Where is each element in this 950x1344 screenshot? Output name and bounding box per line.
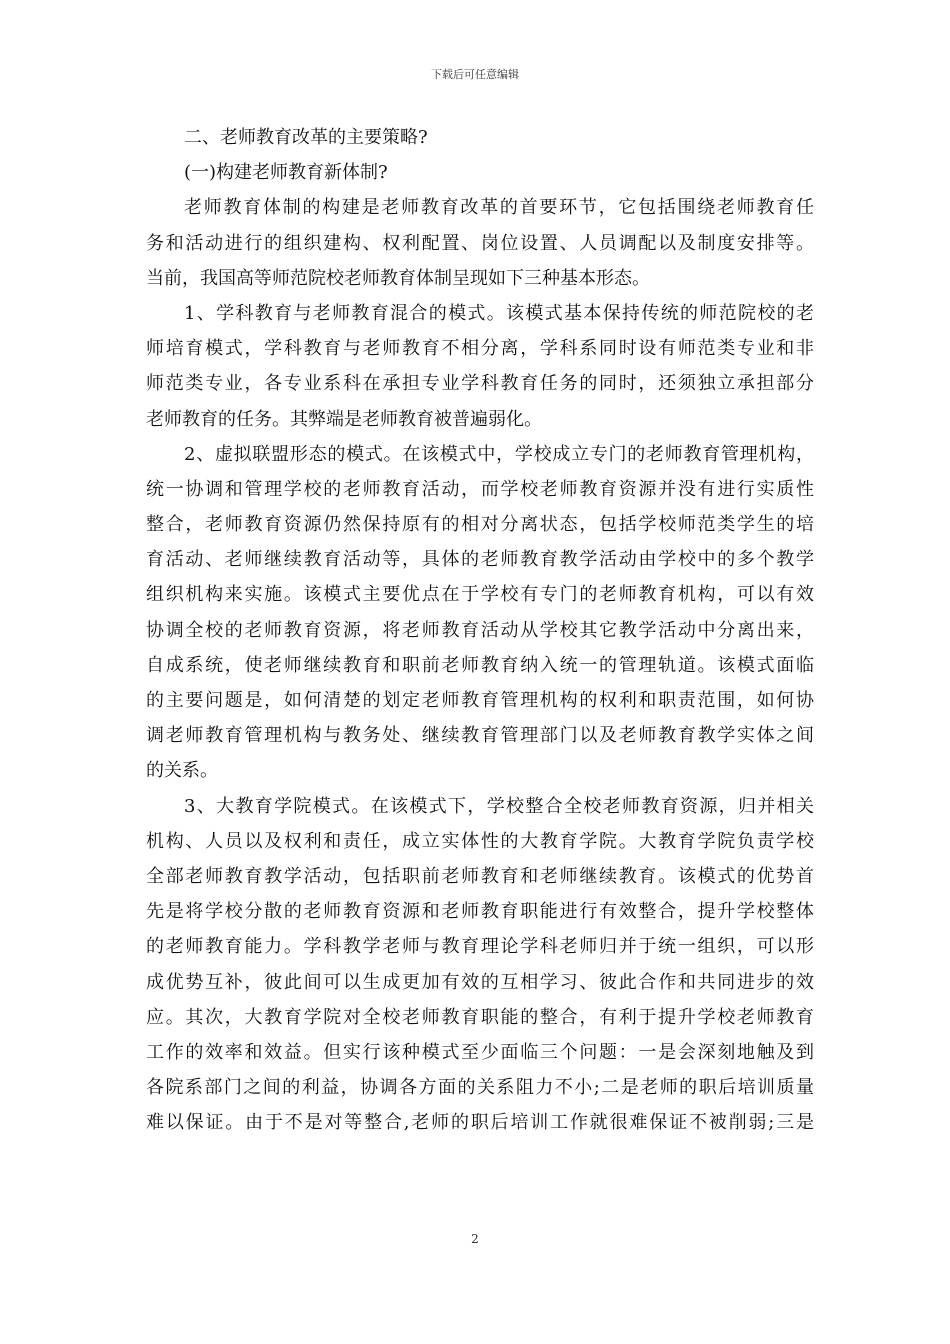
paragraph-line: 老师教育的任务。其弊端是老师教育被普遍弱化。 bbox=[146, 408, 542, 430]
paragraph-line: 应。其次，大教育学院对全校老师教育职能的整合，有利于提升学校老师教育 bbox=[146, 1006, 814, 1028]
paragraph-line: 1、学科教育与老师教育混合的模式。该模式基本保持传统的师范院校的老 bbox=[184, 302, 814, 324]
paragraph-line: 整合，老师教育资源仍然保持原有的相对分离状态，包括学校师范类学生的培 bbox=[146, 514, 814, 536]
paragraph-line: 老师教育体制的构建是老师教育改革的首要环节，它包括围绕老师教育任 bbox=[184, 197, 814, 219]
paragraph-line: 师培育模式，学科教育与老师教育不相分离，学科系同时设有师范类专业和非 bbox=[146, 338, 814, 360]
paragraph-line: 协调全校的老师教育资源，将老师教育活动从学校其它教学活动中分离出来， bbox=[146, 619, 814, 641]
paragraph-line: 各院系部门之间的利益，协调各方面的关系阻力不小;二是老师的职后培训质量 bbox=[146, 1077, 814, 1099]
paragraph-line: 的主要问题是，如何清楚的划定老师教育管理机构的权利和职责范围，如何协 bbox=[146, 690, 814, 711]
section-heading: 二、老师教育改革的主要策略? bbox=[184, 127, 428, 148]
paragraph-line: 的关系。 bbox=[146, 760, 218, 782]
paragraph-line: 当前，我国高等师范院校老师教育体制呈现如下三种基本形态。 bbox=[146, 267, 650, 289]
paragraph-line: 育活动、老师继续教育活动等，具体的老师教育教学活动由学校中的多个教学 bbox=[146, 549, 814, 571]
paragraph-line: 先是将学校分散的老师教育资源和老师教育职能进行有效整合，提升学校整体 bbox=[146, 901, 814, 923]
paragraph-line: 的老师教育能力。学科教学老师与教育理论学科老师归并于统一组织，可以形 bbox=[146, 936, 814, 958]
paragraph-line: 成优势互补，彼此间可以生成更加有效的互相学习、彼此合作和共同进步的效 bbox=[146, 971, 814, 993]
paragraph-line: 统一协调和管理学校的老师教育活动，而学校老师教育资源并没有进行实质性 bbox=[146, 478, 814, 500]
paragraph-line: 务和活动进行的组织建构、权利配置、岗位设置、人员调配以及制度安排等。 bbox=[146, 232, 814, 254]
page-header: 下载后可任意编辑 bbox=[431, 68, 519, 81]
paragraph-line: 师范类专业，各专业系科在承担专业学科教育任务的同时，还须独立承担部分 bbox=[146, 373, 814, 395]
paragraph-line: 2、虚拟联盟形态的模式。在该模式中，学校成立专门的老师教育管理机构， bbox=[184, 443, 814, 465]
paragraph-line: 机构、人员以及权利和责任，成立实体性的大教育学院。大教育学院负责学校 bbox=[146, 830, 814, 852]
paragraph-line: 自成系统，使老师继续教育和职前老师教育纳入统一的管理轨道。该模式面临 bbox=[146, 654, 814, 676]
subsection-heading: (一)构建老师教育新体制? bbox=[184, 162, 388, 184]
paragraph-line: 调老师教育管理机构与教务处、继续教育管理部门以及老师教育教学实体之间 bbox=[146, 725, 814, 747]
paragraph-line: 难以保证。由于不是对等整合,老师的职后培训工作就很难保证不被削弱;三是 bbox=[146, 1112, 814, 1134]
document-body bbox=[146, 120, 814, 1140]
paragraph-line: 组织机构来实施。该模式主要优点在于学校有专门的老师教育机构，可以有效 bbox=[146, 584, 814, 606]
paragraph-line: 全部老师教育教学活动，包括职前老师教育和老师继续教育。该模式的优势首 bbox=[146, 865, 814, 887]
paragraph-line: 工作的效率和效益。但实行该种模式至少面临三个问题：一是会深刻地触及到 bbox=[146, 1041, 814, 1063]
paragraph-line: 3、大教育学院模式。在该模式下，学校整合全校老师教育资源，归并相关 bbox=[184, 795, 814, 817]
page-number: 2 bbox=[471, 1232, 479, 1246]
